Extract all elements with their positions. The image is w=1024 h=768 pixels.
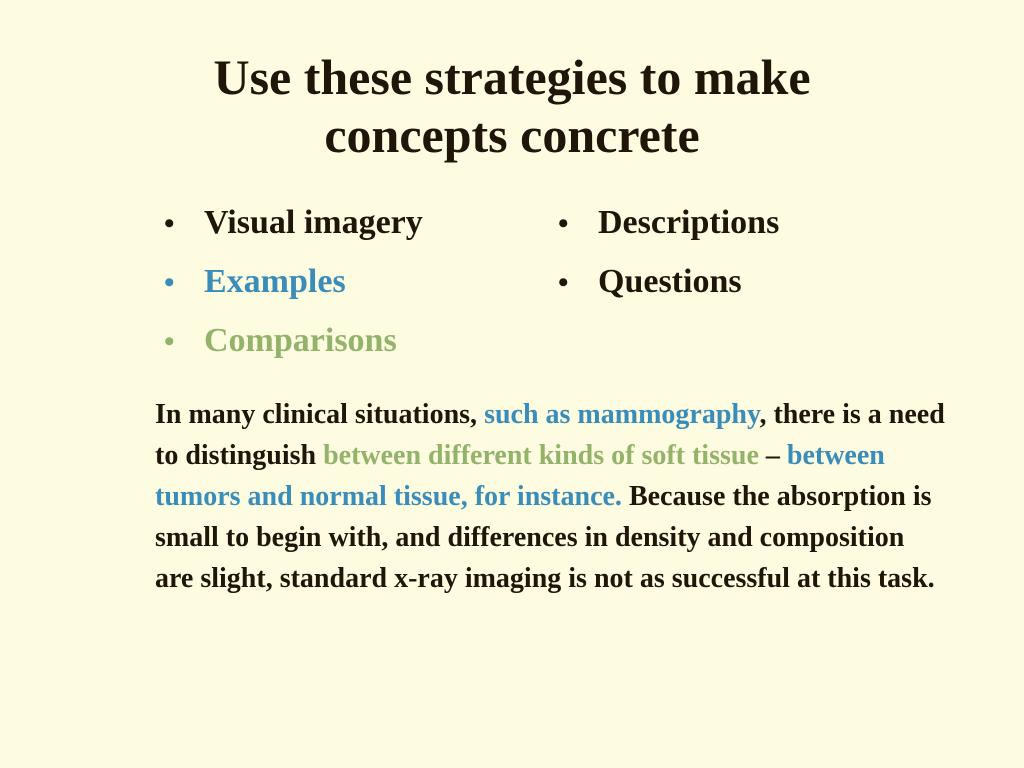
bullet-label: Questions — [598, 263, 742, 300]
bullet-dot-icon: • — [164, 266, 175, 299]
paragraph-segment-3: , there is a need to distinguish — [155, 399, 945, 471]
bullet-item-descriptions — [558, 194, 779, 253]
bullet-list-right — [558, 194, 779, 312]
bullet-item-comparisons — [164, 312, 423, 371]
bullet-item-visual-imagery — [164, 194, 423, 253]
bullet-label: Comparisons — [204, 322, 397, 359]
bullet-dot-icon: • — [164, 207, 175, 240]
bullet-label: Visual imagery — [204, 204, 423, 241]
paragraph-segment-7: Because the absorption is small to begin with, and differences in density and composition are slight, standard x-ray imaging is not as successful at this task. — [155, 481, 935, 594]
bullet-item-questions — [558, 253, 779, 312]
bullet-list-left — [164, 194, 423, 371]
bullet-label: Examples — [204, 263, 346, 300]
paragraph-segment-1: In many clinical situations, — [155, 399, 485, 430]
bullet-dot-icon: • — [558, 266, 569, 299]
bullet-dot-icon: • — [558, 207, 569, 240]
title-line-1: Use these strategies to make — [213, 49, 811, 105]
bullet-dot-icon: • — [164, 325, 175, 358]
body-paragraph — [155, 394, 945, 599]
paragraph-segment-5: – — [758, 440, 787, 471]
title-line-2: concepts concrete — [324, 107, 700, 163]
paragraph-highlight-soft-tissue: between different kinds of soft tissue — [323, 440, 759, 471]
bullet-label: Descriptions — [598, 204, 780, 241]
paragraph-highlight-mammography: such as mammography — [484, 399, 760, 430]
slide-title — [0, 48, 1024, 164]
paragraph-highlight-tumors: between tumors and normal tissue, for instance. — [155, 440, 885, 512]
bullet-item-examples — [164, 253, 423, 312]
